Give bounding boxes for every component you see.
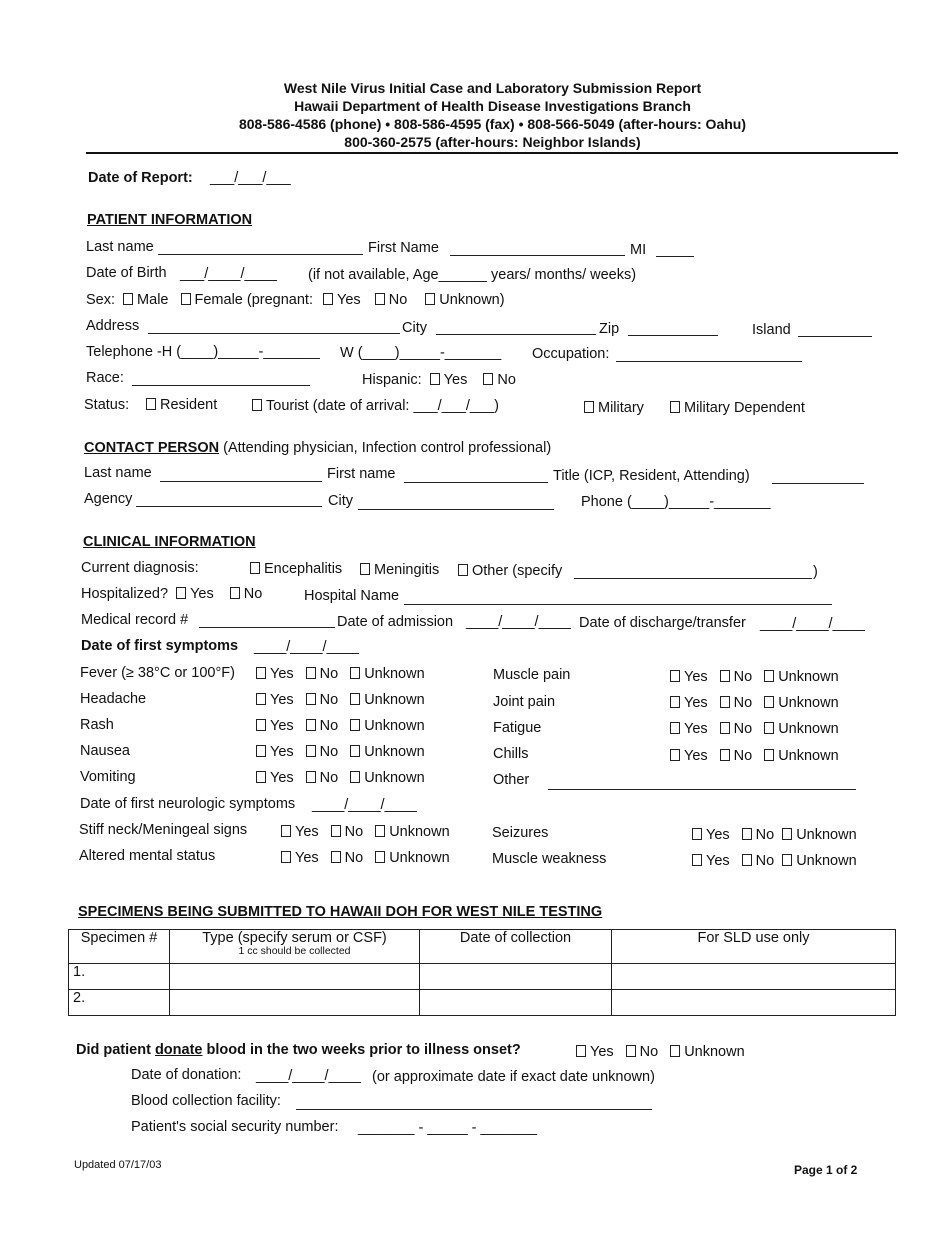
rash-unknown-checkbox[interactable] — [350, 719, 360, 731]
row-sld-cell[interactable] — [612, 990, 896, 1016]
contact-last-name-field[interactable] — [160, 481, 322, 482]
mi-label: MI — [630, 242, 647, 258]
unknown-label: Unknown — [796, 853, 857, 869]
symptom-chills-label: Chills — [493, 746, 529, 762]
symptom-rash-label: Rash — [80, 717, 114, 733]
no-label: No — [755, 853, 775, 869]
hospitalized-label: Hospitalized? — [81, 586, 169, 602]
row-sld-cell[interactable] — [612, 964, 896, 990]
male-label: Male — [137, 292, 169, 308]
yes-label: Yes — [706, 827, 730, 843]
diagnosis-label: Current diagnosis: — [81, 560, 199, 576]
dob-label: Date of Birth — [86, 265, 167, 281]
pregnant-yes-checkbox[interactable] — [323, 293, 333, 305]
col-specimen: Specimen # — [69, 930, 170, 964]
stiff-neck-yes-checkbox[interactable] — [281, 825, 291, 837]
resident-checkbox[interactable] — [146, 398, 156, 410]
unknown-label: Unknown — [796, 827, 857, 843]
joint-pain-no-checkbox[interactable] — [720, 696, 730, 708]
no-label: No — [319, 770, 339, 786]
symptom-muscle-pain-label: Muscle pain — [493, 667, 571, 683]
tourist-option — [252, 398, 499, 414]
vomiting-options — [256, 770, 425, 786]
col-type-note: 1 cc should be collected — [238, 945, 351, 957]
contact-heading-row — [84, 440, 551, 456]
hospitalized-row — [81, 586, 262, 602]
row-number: 2. — [69, 990, 170, 1016]
altered-mental-no-checkbox[interactable] — [331, 851, 341, 863]
city-label: City — [402, 320, 427, 336]
neuro-stiff-neck-label: Stiff neck/Meningeal signs — [79, 822, 248, 838]
donation-date-note: (or approximate date if exact date unknown) — [372, 1069, 655, 1085]
joint-pain-yes-checkbox[interactable] — [670, 696, 680, 708]
col-sld: For SLD use only — [612, 930, 896, 964]
race-field[interactable] — [132, 385, 310, 386]
donation-yes-checkbox[interactable] — [576, 1045, 586, 1057]
city-field[interactable] — [436, 334, 596, 335]
muscle-pain-no-checkbox[interactable] — [720, 670, 730, 682]
neuro-date-label: Date of first neurologic symptoms — [80, 796, 296, 812]
unknown-label: Unknown — [778, 748, 839, 764]
symptom-headache-label: Headache — [80, 691, 147, 707]
last-name-label: Last name — [86, 239, 154, 255]
no-label: No — [319, 666, 339, 682]
female-checkbox[interactable] — [181, 293, 191, 305]
sex-label: Sex: — [86, 292, 116, 308]
donation-question-pre: Did patient — [76, 1042, 151, 1058]
contact-title-field[interactable] — [772, 483, 864, 484]
hispanic-yes-label: Yes — [443, 372, 468, 388]
no-label: No — [319, 718, 339, 734]
dob-field[interactable]: ___/____/____ — [180, 266, 277, 282]
nausea-unknown-checkbox[interactable] — [350, 745, 360, 757]
row-type-cell[interactable] — [170, 990, 420, 1016]
hispanic-no-checkbox[interactable] — [483, 373, 493, 385]
island-field[interactable] — [798, 336, 872, 337]
unknown-label: Unknown — [364, 718, 425, 734]
medical-record-field[interactable] — [199, 627, 335, 628]
symptom-joint-pain-label: Joint pain — [493, 694, 556, 710]
symptom-fever-label: Fever (≥ 38°C or 100°F) — [80, 665, 235, 681]
date-of-report-label: Date of Report: — [88, 170, 193, 186]
seizures-unknown-checkbox[interactable] — [782, 828, 792, 840]
other-diagnosis-field[interactable] — [574, 578, 812, 579]
medical-record-label: Medical record # — [81, 612, 189, 628]
contact-title-label: Title (ICP, Resident, Attending) — [553, 468, 750, 484]
hispanic-row — [362, 372, 516, 388]
pregnant-unknown-label: Unknown) — [439, 292, 505, 308]
pregnant-unknown-checkbox[interactable] — [425, 293, 435, 305]
yes-label: Yes — [684, 695, 708, 711]
altered-mental-yes-checkbox[interactable] — [281, 851, 291, 863]
military-option — [584, 400, 644, 416]
military-checkbox[interactable] — [584, 401, 594, 413]
contact-heading: CONTACT PERSON — [84, 440, 220, 456]
donation-unknown-checkbox[interactable] — [670, 1045, 680, 1057]
chills-no-checkbox[interactable] — [720, 749, 730, 761]
headache-no-checkbox[interactable] — [306, 693, 316, 705]
yes-label: Yes — [684, 721, 708, 737]
first-symptoms-label: Date of first symptoms — [81, 638, 239, 654]
stiff-neck-no-checkbox[interactable] — [331, 825, 341, 837]
rash-options — [256, 718, 425, 734]
military-dependent-checkbox[interactable] — [670, 401, 680, 413]
fatigue-yes-checkbox[interactable] — [670, 722, 680, 734]
symptom-fatigue-label: Fatigue — [493, 720, 542, 736]
headache-unknown-checkbox[interactable] — [350, 693, 360, 705]
nausea-yes-checkbox[interactable] — [256, 745, 266, 757]
facility-label: Blood collection facility: — [131, 1093, 281, 1109]
race-label: Race: — [86, 370, 124, 386]
encephalitis-label: Encephalitis — [264, 561, 343, 577]
contact-last-name-label: Last name — [84, 465, 152, 481]
yes-label: Yes — [684, 748, 708, 764]
donation-question-word: donate — [154, 1042, 203, 1058]
encephalitis-option — [250, 561, 342, 577]
agency-label: Agency — [84, 491, 133, 507]
no-label: No — [733, 721, 753, 737]
resident-label: Resident — [160, 397, 218, 413]
headache-yes-checkbox[interactable] — [256, 693, 266, 705]
no-label: No — [319, 692, 339, 708]
nausea-options — [256, 744, 425, 760]
hispanic-no-label: No — [497, 372, 516, 388]
occupation-label: Occupation: — [532, 346, 610, 362]
specimens-heading: SPECIMENS BEING SUBMITTED TO HAWAII DOH FOR WEST NILE TESTING — [78, 904, 603, 920]
hospital-name-label: Hospital Name — [304, 588, 400, 604]
military-dependent-option — [670, 400, 805, 416]
seizures-yes-checkbox[interactable] — [692, 828, 702, 840]
altered-mental-unknown-checkbox[interactable] — [375, 851, 385, 863]
unknown-label: Unknown — [364, 692, 425, 708]
symptom-other-field[interactable] — [548, 789, 856, 790]
muscle-pain-yes-checkbox[interactable] — [670, 670, 680, 682]
discharge-field[interactable]: ____/____/____ — [760, 616, 865, 632]
vomiting-yes-checkbox[interactable] — [256, 771, 266, 783]
neuro-date-field[interactable]: ____/____/____ — [312, 797, 417, 813]
admission-label: Date of admission — [337, 614, 454, 630]
hospitalized-yes-label: Yes — [190, 586, 214, 602]
male-checkbox[interactable] — [123, 293, 133, 305]
military-dependent-label: Military Dependent — [684, 400, 805, 416]
donation-options — [576, 1044, 745, 1060]
other-diagnosis-label: Other (specify — [472, 563, 563, 579]
stiff-neck-options — [281, 824, 450, 840]
agency-field[interactable] — [136, 506, 322, 507]
status-label: Status: — [84, 397, 130, 413]
other-diagnosis-option — [458, 563, 562, 579]
occupation-field[interactable] — [616, 361, 802, 362]
contact-first-name-label: First name — [327, 466, 396, 482]
row-type-cell[interactable] — [170, 964, 420, 990]
zip-field[interactable] — [628, 335, 718, 336]
facility-field[interactable] — [296, 1109, 652, 1110]
joint-pain-options — [670, 695, 839, 711]
yes-label: Yes — [590, 1044, 614, 1060]
yes-label: Yes — [270, 718, 294, 734]
stiff-neck-unknown-checkbox[interactable] — [375, 825, 385, 837]
hispanic-label: Hispanic: — [362, 372, 422, 388]
fever-no-checkbox[interactable] — [306, 667, 316, 679]
fatigue-options — [670, 721, 839, 737]
ssn-label: Patient's social security number: — [131, 1119, 339, 1135]
zip-label: Zip — [599, 321, 620, 337]
unknown-label: Unknown — [364, 744, 425, 760]
mi-field[interactable] — [656, 256, 694, 257]
row-date-cell[interactable] — [420, 964, 612, 990]
unknown-label: Unknown — [778, 669, 839, 685]
rash-no-checkbox[interactable] — [306, 719, 316, 731]
encephalitis-checkbox[interactable] — [250, 562, 260, 574]
specimens-table — [68, 929, 896, 1016]
date-of-report-field[interactable]: ___/___/___ — [210, 170, 291, 186]
updated-date: Updated 07/17/03 — [74, 1159, 162, 1171]
row-number: 1. — [69, 964, 170, 990]
joint-pain-unknown-checkbox[interactable] — [764, 696, 774, 708]
age-note: (if not available, Age______ years/ months/ weeks) — [308, 267, 637, 283]
yes-label: Yes — [270, 666, 294, 682]
pregnant-yes-label: Yes — [337, 292, 361, 308]
female-label: Female (pregnant: — [194, 292, 313, 308]
contact-first-name-field[interactable] — [404, 482, 548, 483]
symptom-nausea-label: Nausea — [80, 743, 130, 759]
unknown-label: Unknown — [778, 695, 839, 711]
seizures-options — [692, 827, 857, 843]
contact-heading-note: (Attending physician, Infection control professional) — [223, 440, 552, 456]
rash-yes-checkbox[interactable] — [256, 719, 266, 731]
donation-no-checkbox[interactable] — [626, 1045, 636, 1057]
yes-label: Yes — [684, 669, 708, 685]
last-name-field[interactable] — [158, 254, 363, 255]
meningitis-checkbox[interactable] — [360, 563, 370, 575]
no-label: No — [319, 744, 339, 760]
col-date: Date of collection — [420, 930, 612, 964]
hospital-name-field[interactable] — [404, 604, 832, 605]
no-label: No — [733, 669, 753, 685]
phone-line: 808-586-4586 (phone) • 808-586-4595 (fax) • 808-566-5049 (after-hours: Oahu) — [238, 116, 746, 132]
vomiting-unknown-checkbox[interactable] — [350, 771, 360, 783]
work-phone-field[interactable]: W (____)_____-_______ — [340, 345, 502, 361]
muscle-weakness-options — [692, 853, 857, 869]
neuro-seizures-label: Seizures — [492, 825, 549, 841]
first-symptoms-field[interactable]: ____/____/____ — [254, 639, 359, 655]
hospitalized-yes-checkbox[interactable] — [176, 587, 186, 599]
close-paren: ) — [813, 564, 818, 580]
yes-label: Yes — [706, 853, 730, 869]
home-phone-field[interactable]: Telephone -H (____)_____-_______ — [86, 344, 320, 360]
tourist-label: Tourist (date of arrival: ___/___/___) — [266, 398, 499, 414]
table-header-row — [69, 930, 896, 964]
neuro-altered-mental-label: Altered mental status — [79, 848, 216, 864]
fever-options — [256, 666, 425, 682]
yes-label: Yes — [295, 850, 319, 866]
form-title: West Nile Virus Initial Case and Laboratory Submission Report — [283, 80, 702, 96]
no-label: No — [344, 850, 364, 866]
no-label: No — [733, 695, 753, 711]
nausea-no-checkbox[interactable] — [306, 745, 316, 757]
island-label: Island — [752, 322, 791, 338]
first-name-field[interactable] — [450, 255, 625, 256]
altered-mental-options — [281, 850, 450, 866]
no-label: No — [733, 748, 753, 764]
address-field[interactable] — [148, 333, 400, 334]
fatigue-unknown-checkbox[interactable] — [764, 722, 774, 734]
hospitalized-no-checkbox[interactable] — [230, 587, 240, 599]
donation-question — [76, 1042, 521, 1058]
row-date-cell[interactable] — [420, 990, 612, 1016]
military-label: Military — [598, 400, 644, 416]
org-name: Hawaii Department of Health Disease Investigations Branch — [294, 98, 691, 114]
muscle-weakness-unknown-checkbox[interactable] — [782, 854, 792, 866]
discharge-label: Date of discharge/transfer — [579, 615, 746, 631]
admission-field[interactable]: ____/____/____ — [466, 614, 571, 630]
unknown-label: Unknown — [389, 850, 450, 866]
seizures-no-checkbox[interactable] — [742, 828, 752, 840]
fever-unknown-checkbox[interactable] — [350, 667, 360, 679]
resident-option — [146, 397, 217, 413]
unknown-label: Unknown — [364, 666, 425, 682]
col-type-label: Type (specify serum or CSF) — [202, 930, 387, 946]
chills-options — [670, 748, 839, 764]
sex-row — [86, 292, 505, 308]
phone-line-2: 800-360-2575 (after-hours: Neighbor Islands) — [344, 134, 641, 150]
muscle-weakness-no-checkbox[interactable] — [742, 854, 752, 866]
hispanic-yes-checkbox[interactable] — [430, 373, 440, 385]
donation-question-post: blood in the two weeks prior to illness onset? — [206, 1042, 521, 1058]
unknown-label: Unknown — [684, 1044, 745, 1060]
meningitis-label: Meningitis — [374, 562, 440, 578]
page-number: Page 1 of 2 — [794, 1163, 858, 1177]
donation-date-label: Date of donation: — [131, 1067, 242, 1083]
pregnant-no-checkbox[interactable] — [375, 293, 385, 305]
unknown-label: Unknown — [364, 770, 425, 786]
pregnant-no-label: No — [388, 292, 408, 308]
ssn-field[interactable]: _______ - _____ - _______ — [358, 1120, 537, 1136]
meningitis-option — [360, 562, 439, 578]
clinical-heading: CLINICAL INFORMATION — [83, 534, 256, 550]
contact-city-label: City — [328, 493, 353, 509]
symptom-vomiting-label: Vomiting — [80, 769, 136, 785]
yes-label: Yes — [295, 824, 319, 840]
yes-label: Yes — [270, 692, 294, 708]
muscle-pain-unknown-checkbox[interactable] — [764, 670, 774, 682]
address-label: Address — [86, 318, 140, 334]
vomiting-no-checkbox[interactable] — [306, 771, 316, 783]
muscle-weakness-yes-checkbox[interactable] — [692, 854, 702, 866]
yes-label: Yes — [270, 770, 294, 786]
symptom-other-label: Other — [493, 772, 530, 788]
patient-info-heading: PATIENT INFORMATION — [87, 212, 253, 228]
hospitalized-no-label: No — [243, 586, 263, 602]
donation-date-field[interactable]: ____/____/____ — [256, 1068, 361, 1084]
fever-yes-checkbox[interactable] — [256, 667, 266, 679]
yes-label: Yes — [270, 744, 294, 760]
tourist-checkbox[interactable] — [252, 399, 262, 411]
col-type — [170, 930, 420, 964]
chills-unknown-checkbox[interactable] — [764, 749, 774, 761]
contact-city-field[interactable] — [358, 509, 554, 510]
unknown-label: Unknown — [389, 824, 450, 840]
table-row — [69, 964, 896, 990]
table-row — [69, 990, 896, 1016]
other-diagnosis-checkbox[interactable] — [458, 564, 468, 576]
unknown-label: Unknown — [778, 721, 839, 737]
no-label: No — [344, 824, 364, 840]
header-divider — [86, 152, 898, 154]
no-label: No — [639, 1044, 659, 1060]
chills-yes-checkbox[interactable] — [670, 749, 680, 761]
headache-options — [256, 692, 425, 708]
muscle-pain-options — [670, 669, 839, 685]
first-name-label: First Name — [368, 240, 439, 256]
neuro-muscle-weakness-label: Muscle weakness — [492, 851, 607, 867]
contact-phone-field[interactable]: Phone (____)_____-_______ — [581, 494, 771, 510]
fatigue-no-checkbox[interactable] — [720, 722, 730, 734]
no-label: No — [755, 827, 775, 843]
